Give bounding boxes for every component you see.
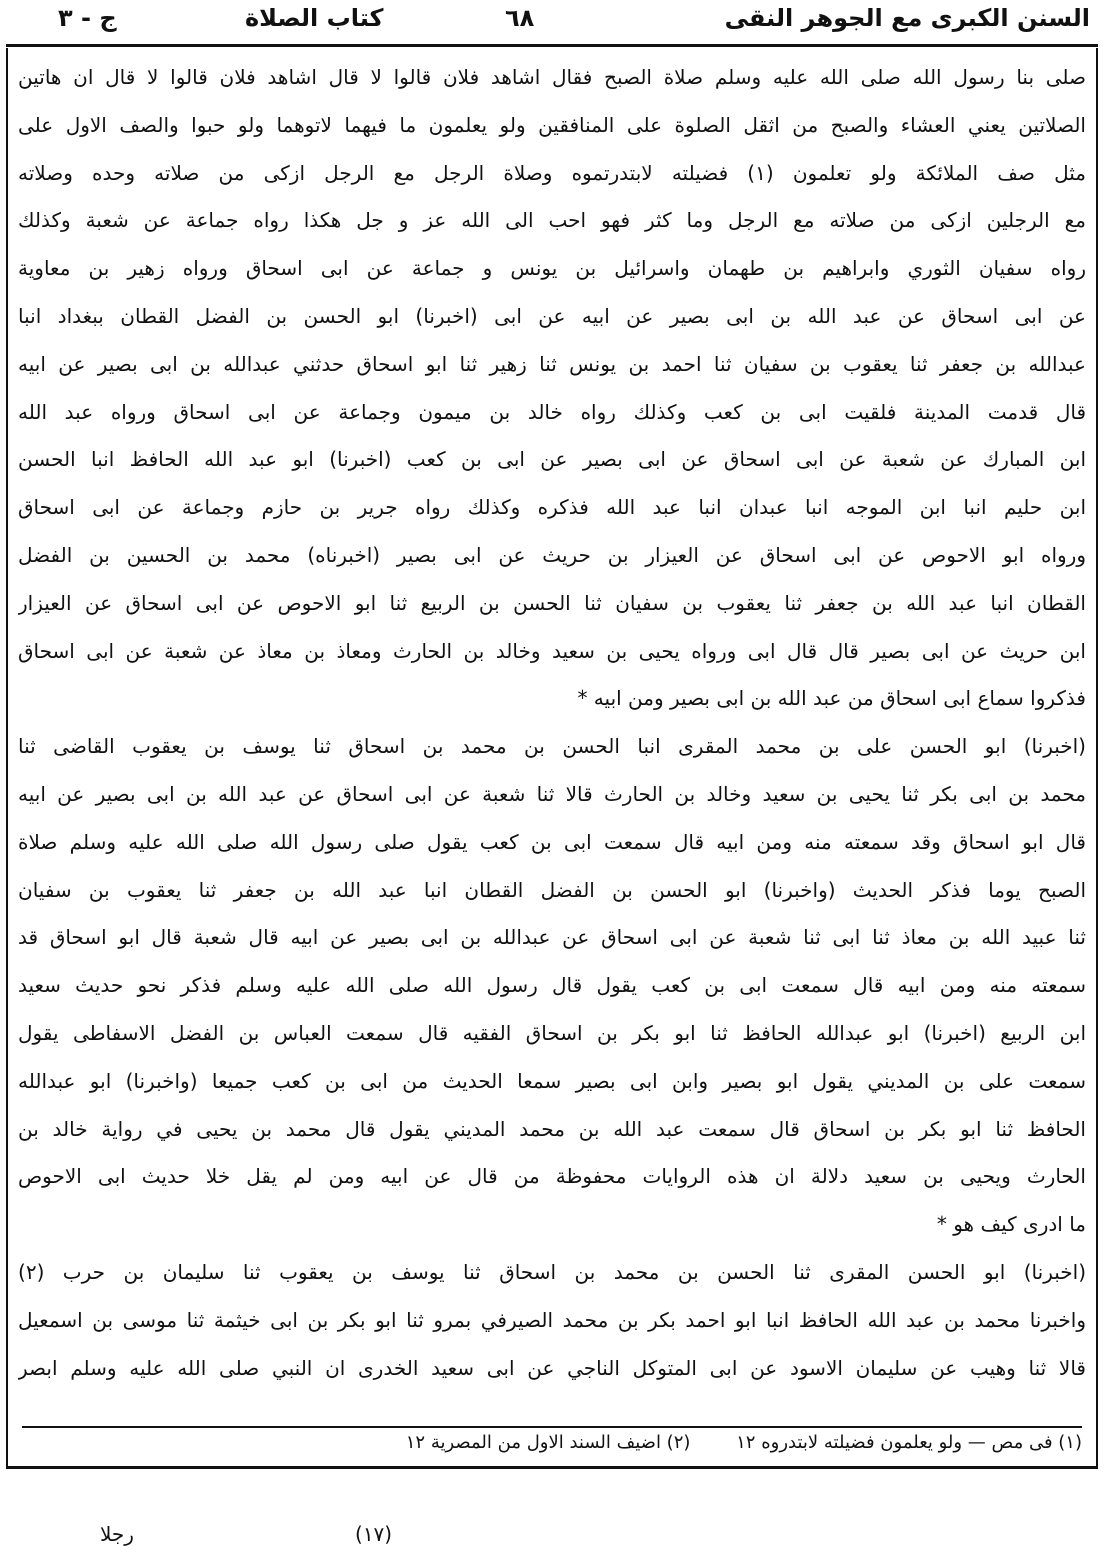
main-text (18, 54, 1086, 1392)
text-line: الحافظ ثنا ابو بكر بن اسحاق قال سمعت عبد الله بن محمد المديني يقول قال محمد بن يحيى في رواية خالد بن (18, 1116, 1086, 1141)
footnote-separator (22, 1426, 1082, 1428)
text-line: قال ابو اسحاق وقد سمعته منه ومن ابيه قال سمعت ابى بن كعب يقول صلى رسول الله صلى الله عليه وسلم صلاة (18, 829, 1086, 854)
text-line: الصبح يوما فذكر الحديث (واخبرنا) ابو الحسن بن الفضل القطان انبا عبد الله بن جعفر ثنا يعقوب بن سفيان (18, 877, 1086, 902)
text-line: ابن الربيع (اخبرنا) ابو عبدالله الحافظ ثنا ابو بكر بن اسحاق الفقيه قال سمعت العباس بن الفضل الاسفاطى يقول (18, 1020, 1086, 1045)
text-frame (6, 48, 1098, 1469)
text-line: سمعت على بن المديني يقول ابو بصير وابن ابى بصير سمعا الحديث من ابى بن كعب جميعا (واخبرنا) ابو عبدالله (18, 1068, 1086, 1093)
header-rule (6, 44, 1098, 47)
text-line: (اخبرنا) ابو الحسن المقرى ثنا الحسن بن محمد بن اسحاق ثنا يوسف بن يعقوب ثنا سليمان بن حرب (٢) (18, 1259, 1086, 1284)
text-line: ما ادرى كيف هو * (936, 1212, 1086, 1237)
printer-signature: (١٧) (355, 1522, 393, 1546)
volume-label: ج - ٣ (58, 4, 117, 32)
footnote-1: (١) فى مص — ولو يعلمون فضيلته لابتدروه ١٢ (736, 1432, 1082, 1453)
text-line: ابن حريث عن ابى بصير قال قال ابى ورواه يحيى بن سعيد وخالد بن الحارث ومعاذ بن معاذ عن شعبة عن ابى اسحاق (18, 638, 1086, 663)
text-line: ورواه ابو الاحوص عن ابى اسحاق عن العيزار بن حريث عن ابى بصير (اخبرناه) محمد بن الحسين بن الفضل (18, 542, 1086, 567)
footnotes (366, 1432, 1082, 1453)
footnote-2: (٢) اضيف السند الاول من المصرية ١٢ (405, 1432, 691, 1453)
text-line: ثنا عبيد الله بن معاذ ثنا ابى ثنا شعبة عن ابى اسحاق عن عبدالله بن ابى بصير عن ابيه قال شعبة قال ابو اسحاق قد (18, 925, 1086, 950)
text-line: الصلاتين يعني العشاء والصبح من اثقل الصلوة على المنافقين ولو يعلمون ما فيهما لاتوهما ولو حبوا والصف الاول على (18, 112, 1086, 137)
text-line: الحارث ويحيى بن سعيد دلالة ان هذه الروايات محفوظة من قال عن ابيه ومن لم يقل خلا حديث ابى الاحوص (18, 1164, 1086, 1189)
text-line: ابن المبارك عن شعبة عن ابى اسحاق عن ابى بصير عن ابى بن كعب (اخبرنا) ابو عبد الله الحافظ انبا الحسن (18, 447, 1086, 472)
text-line: واخبرنا محمد بن عبد الله الحافظ انبا ابو احمد بكر بن محمد الصيرفي بمرو ثنا ابو بكر بن ابى خيثمة ثنا موسى بن اسمعيل (18, 1307, 1086, 1332)
text-line: عن ابى اسحاق عن عبد الله بن ابى بصير عن ابيه عن ابى (اخبرنا) ابو الحسن بن الفضل القطان ببغداد انبا (18, 303, 1086, 328)
catchword: رجلا (100, 1522, 134, 1546)
text-line: صلى بنا رسول الله صلى الله عليه وسلم صلاة الصبح فقال اشاهد فلان قالوا لا قال اشاهد فلان قالوا لا قال ان هاتين (18, 65, 1086, 89)
text-line: مثل صف الملائكة ولو تعلمون (١) فضيلته لابتدرتموه وصلاة الرجل مع الرجل ازكى من صلاته وحده وصلاته (18, 160, 1086, 185)
text-line: عبدالله بن جعفر ثنا يعقوب بن سفيان ثنا احمد بن يونس ثنا زهير ثنا ابو اسحاق حدثني عبدالله بن ابى بصير عن ابيه (18, 351, 1086, 376)
text-line: رواه سفيان الثوري وابراهيم بن طهمان واسرائيل بن يونس و جماعة عن ابى اسحاق ورواه زهير بن معاوية (18, 256, 1086, 281)
text-line: القطان انبا عبد الله بن جعفر ثنا يعقوب بن سفيان ثنا الحسن بن الربيع ثنا ابو الاحوص عن ابى اسحاق عن العيزار (18, 590, 1086, 615)
chapter-title: كتاب الصلاة (245, 4, 384, 32)
text-line: قالا ثنا وهيب عن سليمان الاسود عن ابى المتوكل الناجي عن ابى سعيد الخدرى ان النبي صلى الله عليه وسلم ابصر (18, 1355, 1086, 1380)
text-line: محمد بن ابى بكر ثنا يحيى بن سعيد وخالد بن الحارث قالا ثنا شعبة عن ابى اسحاق عن عبد الله بن ابى بصير عن ابيه (18, 781, 1086, 806)
text-line: سمعته منه ومن ابيه قال سمعت ابى بن كعب يقول قال رسول الله صلى الله عليه وسلم فذكر نحو حديث سعيد (18, 973, 1086, 998)
text-line: ابن حليم انبا ابن الموجه انبا عبدان انبا عبد الله فذكره وكذلك رواه جرير بن حازم وجماعة عن ابى اسحاق (18, 495, 1086, 520)
text-line: مع الرجلين ازكى من صلاته مع الرجل وما كثر فهو احب الى الله عز و جل هكذا رواه جماعة عن شعبة وكذلك (18, 208, 1086, 233)
text-line: (اخبرنا) ابو الحسن على بن محمد المقرى انبا الحسن بن محمد بن اسحاق ثنا يوسف بن يعقوب القاضى ثنا (18, 734, 1086, 759)
page-number: ٦٨ (505, 4, 535, 32)
text-line: قال قدمت المدينة فلقيت ابى بن كعب وكذلك رواه خالد بن ميمون وجماعة عن ابى اسحاق ورواه عبد الله (18, 399, 1086, 424)
book-title: السنن الكبرى مع الجوهر النقى (724, 4, 1090, 32)
text-line: فذكروا سماع ابى اسحاق من عبد الله بن ابى بصير ومن ابيه * (577, 686, 1086, 711)
